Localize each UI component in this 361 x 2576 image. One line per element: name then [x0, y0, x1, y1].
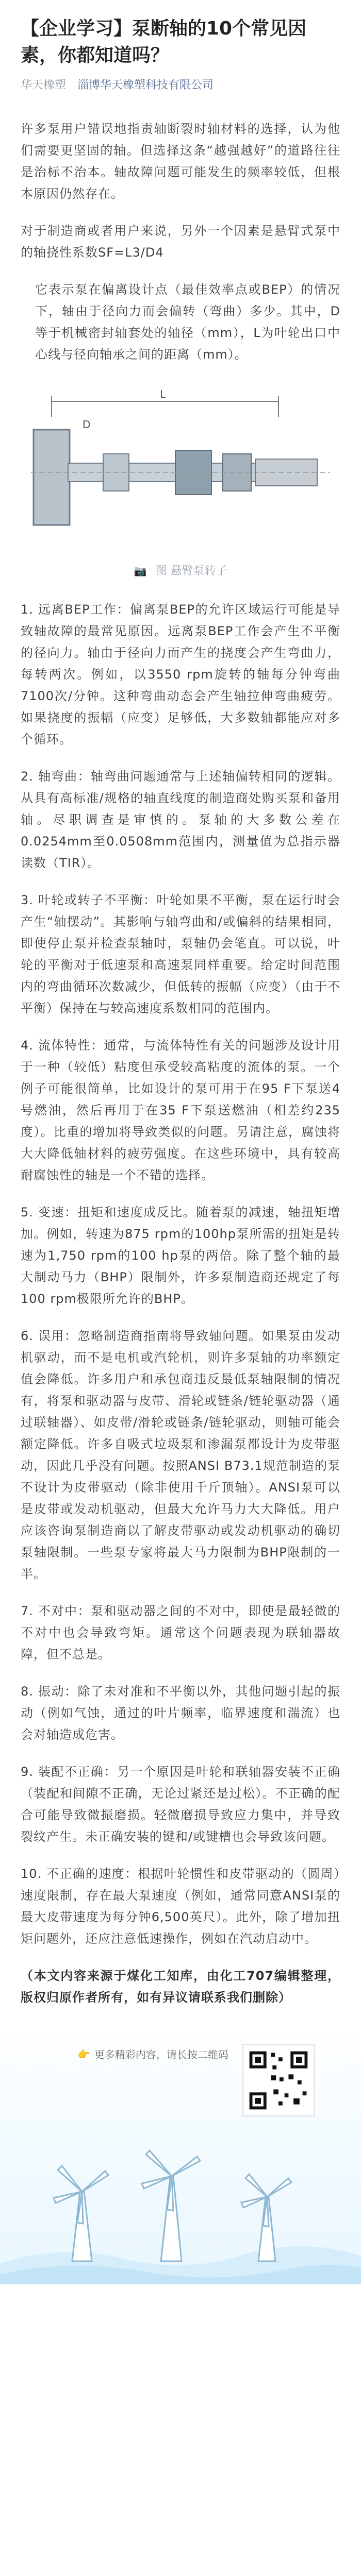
- intro-paragraph-1: 许多泵用户错误地指责轴断裂时轴材料的选择，认为他们需要更坚固的轴。但选择这条“越强越好”的道路往往是治标不治本。轴故障问题可能发生的频率较低，但根本原因仍然存在。: [21, 122, 340, 201]
- more-content-text: 更多精彩内容，请长按二维码: [94, 2048, 228, 2061]
- more-content-prompt: [77, 2046, 361, 2061]
- qr-code[interactable]: [242, 2044, 315, 2116]
- cause-3: 3. 叶轮或转子不平衡：叶轮如果不平衡，泵在运行时会产生“轴摆动”。其影响与轴弯曲和/或偏斜的结果相同，即使停止泵并检查泵轴时，泵轴仍会笔直。可以说，叶轮的平衡对于低速泵和高速泵同样重要。给定时间范围内的弯曲循环次数减少，但低转的振幅（应变）（由于不平衡）保持在与较高速度系数相同的范围内。: [21, 893, 340, 1015]
- caption-text: 图 悬臂泵转子: [155, 565, 227, 578]
- windmill-illustration: [0, 2130, 361, 2284]
- cause-10: 10. 不正确的速度：根据叶轮惯性和皮带驱动的（圆周）速度限制，存在最大泵速度（例如，通常同意ANSI泵的最大皮带速度为每分钟6,500英尺）。此外，除了增加扭矩问题外，还应注意低速操作，例如在汽动启动中。: [21, 1867, 340, 1946]
- pointing-hand-icon: 👉: [77, 2047, 90, 2060]
- intro-paragraph-3: 它表示泵在偏离设计点（最佳效率点或BEP）的情况下，轴由于径向力而会偏转（弯曲）多少。其中，D等于机械密封轴套处的轴径（mm），L为叶轮出口中心线与径向轴承之间的距离（mm）。: [35, 282, 340, 362]
- rotor-figure: [21, 381, 340, 551]
- cause-1: 1. 远离BEP工作：偏离泵BEP的允许区域运行可能是导致轴故障的最常见原因。远离泵BEP工作会产生不平衡的径向力。轴由于径向力而产生的挠度会产生弯曲力，每转两次。例如，以3550 rpm旋转的轴每分钟弯曲7100次/分钟。这种弯曲动态会产生轴拉伸弯曲疲劳。如果挠度的振幅（应变）足够低，大多数轴都能应对多个循环。: [21, 602, 340, 747]
- article-title: 【企业学习】泵断轴的10个常见因素，你都知道吗？: [21, 18, 307, 66]
- intro-paragraph-2: 对于制造商或者用户来说，另外一个因素是悬臂式泵中的轴挠性系数SF=L3/D4: [21, 224, 340, 260]
- camera-icon: 📷: [134, 565, 147, 577]
- author-name[interactable]: 华天橡塑: [21, 79, 67, 92]
- length-label: L: [160, 388, 166, 400]
- cause-6: 6. 误用：忽略制造商指南将导致轴问题。如果泵由发动机驱动，而不是电机或汽轮机，则许多泵轴的功率额定值会降低。许多用户和承包商违反最低泵轴限制的情况有，将泵和驱动器与皮带、滑轮或链条/链轮驱动器（通过联轴器）、如皮带/滑轮或链条/链轮驱动，则轴可能会额定降低。许多自吸式垃圾泵和渗漏泵都设计为皮带驱动，因此几乎没有问题。按照ANSI B73.1规范制造的泵不设计为皮带驱动（除非使用千斤顶轴）。ANSI泵可以是皮带或发动机驱动，但最大允许马力大大降低。用户应该咨询泵制造商以了解皮带驱动或发动机驱动的确切泵轴限制。一些泵专家将最大马力限制为BHP限制的一半。: [21, 1329, 340, 1581]
- cause-2: 2. 轴弯曲：轴弯曲问题通常与上述轴偏转相同的逻辑。从具有高标准/规格的轴直线度的制造商处购买泵和备用轴。尽职调查是审慎的。泵轴的大多数公差在0.0254mm至0.0508mm范围内，测量值为总指示器读数（TIR）。: [21, 769, 340, 870]
- figure-caption: [21, 562, 340, 578]
- cause-9: 9. 装配不正确：另一个原因是叶轮和联轴器安装不正确（装配和间隙不正确，无论过紧还是过松）。不正确的配合可能导致微振磨损。轻微磨损导致应力集中，并导致裂纹产生。未正确安装的键和/或键槽也会导致该问题。: [21, 1765, 340, 1844]
- diameter-label: D: [83, 418, 91, 431]
- cause-8: 8. 振动：除了未对准和不平衡以外，其他问题引起的振动（例如气蚀，通过的叶片频率，临界速度和湍流）也会对轴造成危害。: [21, 1684, 340, 1742]
- footer-banner: [0, 2024, 361, 2284]
- cause-5: 5. 变速：扭矩和速度成反比。随着泵的减速，轴扭矩增加。例如，转速为875 rpm的100hp泵所需的扭矩是转速为1,750 rpm的100 hp泵的两倍。除了整个轴的最大制动马力（BHP）限制外，许多泵制造商还规定了每100 rpm极限所允许的BHP。: [21, 1205, 340, 1306]
- cause-7: 7. 不对中：泵和驱动器之间的不对中，即使是最轻微的不对中也会导致弯矩。通常这个问题表现为联轴器故障，但不总是。: [21, 1604, 340, 1662]
- cause-4: 4. 流体特性：通常，与流体特性有关的问题涉及设计用于一种（较低）粘度但承受较高粘度的流体的泵。一个例子可能很简单，比如设计的泵可用于在95 F下泵送4号燃油，然后再用于在35 F下泵送燃油（相差约235度）。比重的增加将导致类似的问题。另请注意，腐蚀将大大降低轴材料的疲劳强度。在这些环境中，具有较高耐腐蚀性的轴是一个不错的选择。: [21, 1038, 340, 1182]
- source-notice: （本文内容来源于煤化工知库，由化工707编辑整理，版权归原作者所有，如有异议请联系我们删除）: [21, 1969, 340, 2005]
- rotor-diagram: [21, 381, 340, 551]
- article-meta: [21, 76, 340, 92]
- account-link[interactable]: 淄博华天橡塑科技有限公司: [77, 79, 214, 92]
